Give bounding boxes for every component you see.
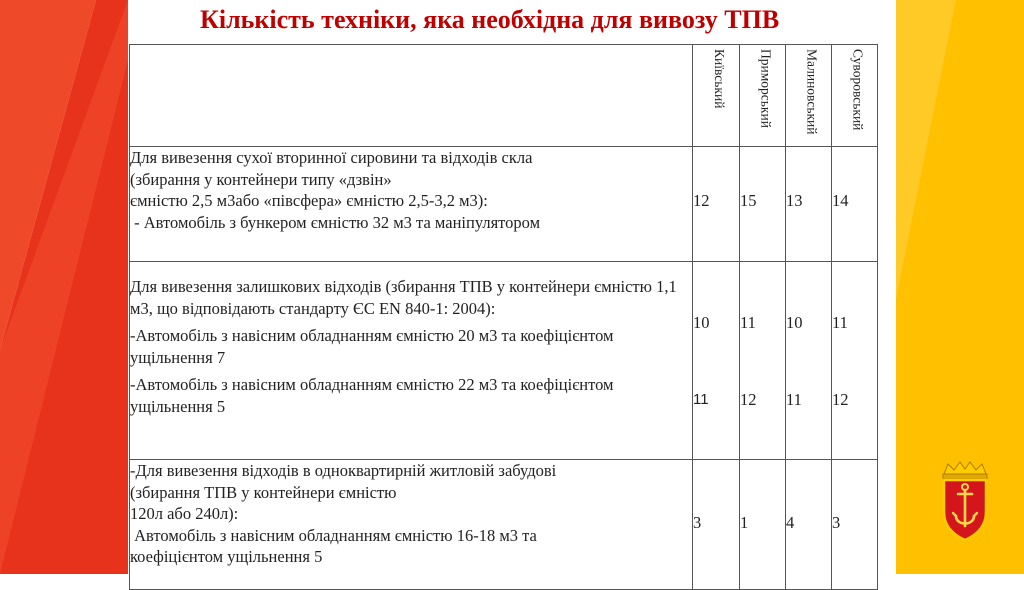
table-row (130, 460, 878, 590)
row-description: Для вивезення сухої вторинної сировини та відходів скла (збирання у контейнери типу «дзвін» ємністю 2,5 м3або «півсфера» ємністю 2,5-3,2 м3): - Автомобіль з бункером ємністю 32 м3 та маніпулятором (130, 147, 693, 262)
value-cell: 1 (740, 460, 786, 590)
value-cell: 14 (832, 147, 878, 262)
table-row (130, 147, 878, 262)
value-cell: 10 11 (693, 262, 740, 460)
value-cell: 15 (740, 147, 786, 262)
value-cell: 4 (786, 460, 832, 590)
table-row (130, 262, 878, 460)
header-empty-cell (130, 45, 693, 147)
value-cell: 3 (693, 460, 740, 590)
odesa-coat-of-arms-icon (938, 460, 992, 542)
value-cell: 11 12 (740, 262, 786, 460)
row-description: -Для вивезення відходів в одноквартирній житловій забудові (збирання ТПВ у контейнери ємністю 120л або 240л): Автомобіль з навісним обладнанням ємністю 16-18 м3 та коефіцієнтом ущільнення 5 (130, 460, 693, 590)
header-district: Київський (693, 45, 740, 147)
value-cell: 10 11 (786, 262, 832, 460)
slide-title: Кількість техніки, яка необхідна для вивозу ТПВ (200, 5, 780, 34)
value-cell: 12 (693, 147, 740, 262)
header-district: Приморський (740, 45, 786, 147)
header-district: Малиновський (786, 45, 832, 147)
table-header-row (130, 45, 878, 147)
value-cell: 3 (832, 460, 878, 590)
equipment-table (129, 44, 878, 590)
row-description: Для вивезення залишкових відходів (збирання ТПВ у контейнери ємністю 1,1 м3, що відповідають стандарту ЄС EN 840-1: 2004): -Автомобіль з навісним обладнанням ємністю 20 м3 та коефіцієнтом ущільнення 7 -Автомобіль з навісним обладнанням ємністю 22 м3 та коефіцієнтом ущільнення 5 (130, 262, 693, 460)
value-cell: 11 12 (832, 262, 878, 460)
left-red-stripe (0, 0, 128, 574)
header-district: Суворовський (832, 45, 878, 147)
value-cell: 13 (786, 147, 832, 262)
